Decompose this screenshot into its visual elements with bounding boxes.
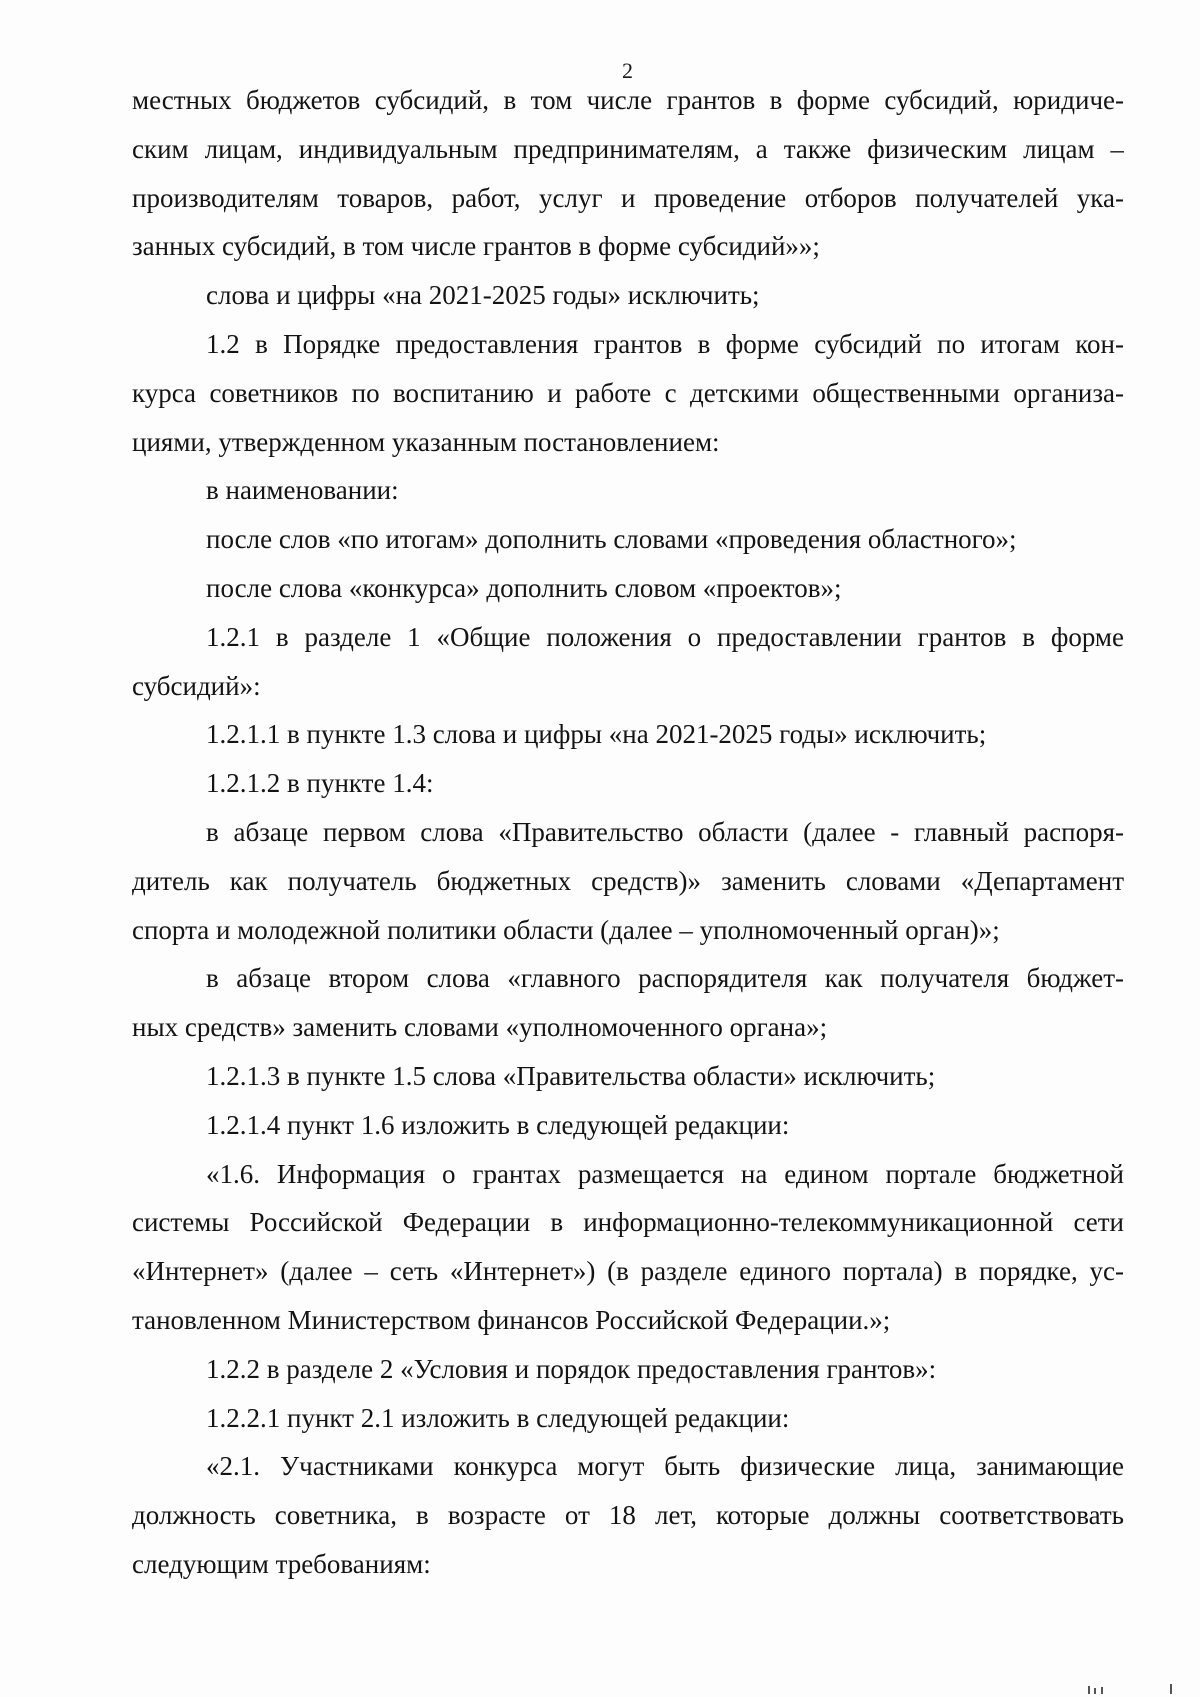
document-line: местных бюджетов субсидий, в том числе грантов в форме субсидий, юридиче- [132,85,1124,115]
document-line: 1.2.2.1 пункт 2.1 изложить в следующей редакции: [206,1402,790,1433]
document-body [132,76,1124,1589]
scan-artifact [1170,1684,1172,1694]
document-line: в абзаце первом слова «Правительство области (далее - главный распоря- [206,816,1124,847]
document-line: «2.1. Участниками конкурса могут быть физические лица, занимающие [206,1451,1124,1482]
document-line: после слов «по итогам» дополнить словами «проведения областного»; [206,524,1017,555]
document-line: 1.2.1 в разделе 1 «Общие положения о предоставлении грантов в форме [206,621,1124,652]
document-line: слова и цифры «на 2021-2025 годы» исключить; [206,280,760,311]
document-line: занных субсидий, в том числе грантов в форме субсидий»»; [132,231,820,262]
document-line: производителям товаров, работ, услуг и проведение отборов получателей ука- [132,182,1124,213]
document-line: субсидий»: [132,670,261,701]
document-line: 1.2.1.2 в пункте 1.4: [206,768,434,799]
scan-artifact [1094,1688,1096,1694]
document-line: ским лицам, индивидуальным предпринимателям, а также физическим лицам – [132,133,1124,164]
document-line: системы Российской Федерации в информационно-телекоммуникационной сети [132,1207,1124,1238]
document-line: курса советников по воспитанию и работе с детскими общественными организа- [132,377,1124,408]
document-line: 1.2.1.4 пункт 1.6 изложить в следующей редакции: [206,1109,790,1140]
document-line: «1.6. Информация о грантах размещается на едином портале бюджетной [206,1158,1124,1189]
scan-artifact [1088,1686,1090,1694]
document-line: дитель как получатель бюджетных средств)» заменить словами «Департамент [132,865,1124,896]
document-line: в наименовании: [206,475,399,506]
document-line: тановленном Министерством финансов Российской Федерации.»; [132,1304,891,1335]
document-line: следующим требованиям: [132,1548,431,1579]
document-line: 1.2.1.3 в пункте 1.5 слова «Правительства области» исключить; [206,1060,936,1091]
document-line: в абзаце втором слова «главного распорядителя как получателя бюджет- [206,963,1124,994]
document-line: «Интернет» (далее – сеть «Интернет») (в разделе единого портала) в порядке, ус- [132,1256,1124,1287]
document-line: 1.2.2 в разделе 2 «Условия и порядок предоставления грантов»: [206,1353,937,1384]
document-line: ных средств» заменить словами «уполномоченного органа»; [132,1012,828,1043]
page-number: 2 [622,58,633,83]
document-line: 1.2 в Порядке предоставления грантов в форме субсидий по итогам кон- [206,328,1124,359]
document-line: после слова «конкурса» дополнить словом «проектов»; [206,572,842,603]
document-line: должность советника, в возрасте от 18 лет, которые должны соответствовать [132,1500,1124,1531]
scan-artifact [1101,1687,1103,1694]
document-line: 1.2.1.1 в пункте 1.3 слова и цифры «на 2021-2025 годы» исключить; [206,719,987,750]
document-line: циями, утвержденном указанным постановлением: [132,426,720,457]
document-line: спорта и молодежной политики области (далее – уполномоченный орган)»; [132,914,1000,945]
